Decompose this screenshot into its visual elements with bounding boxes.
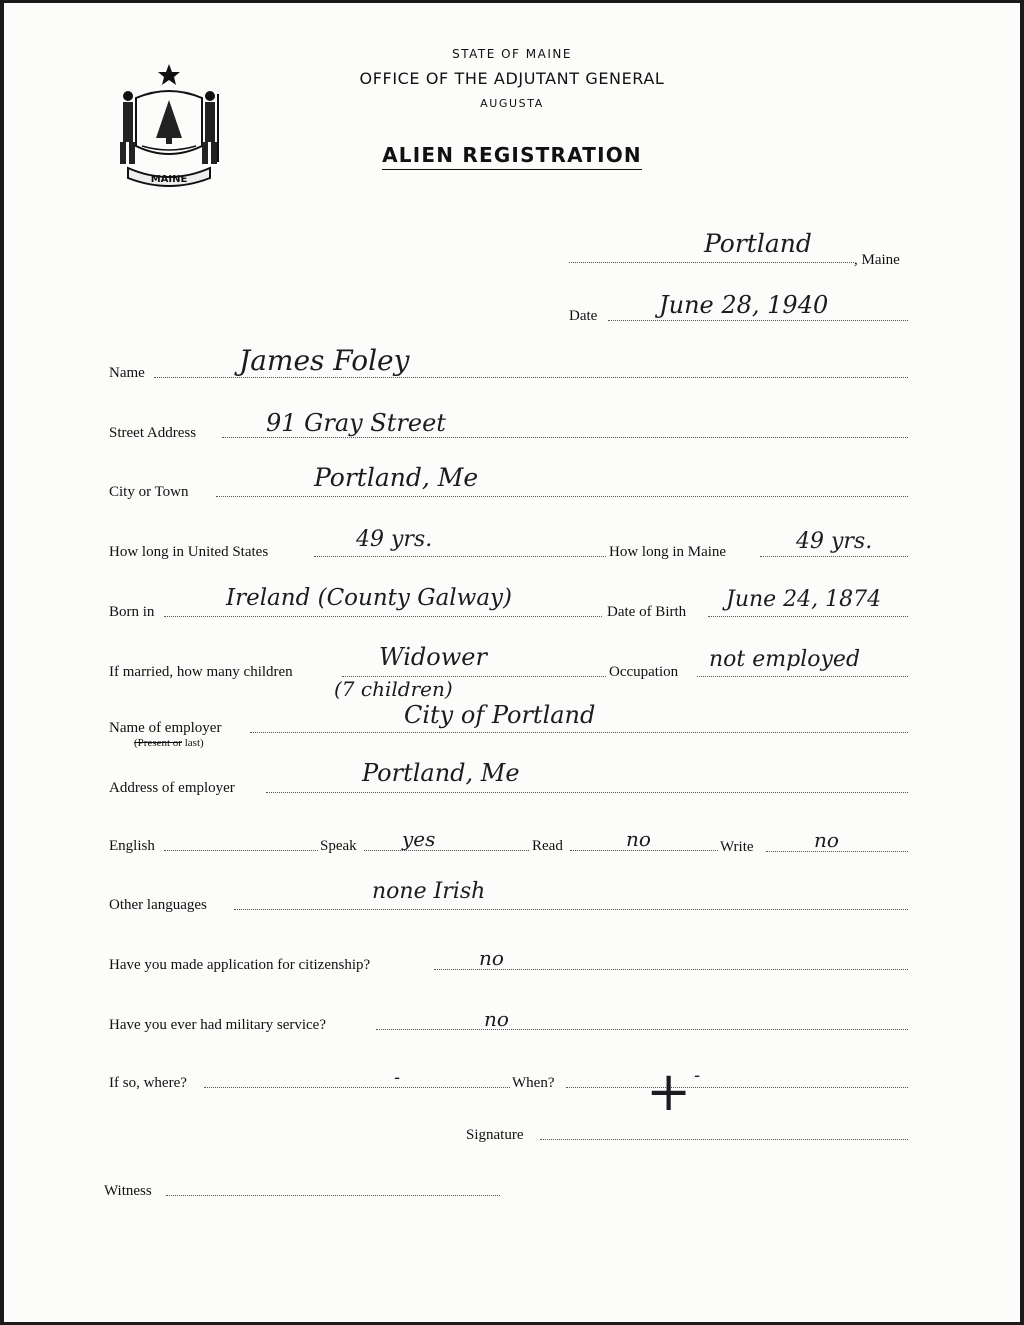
street-address-value[interactable]: 91 Gray Street [266, 409, 446, 437]
where-value[interactable]: - [394, 1067, 401, 1088]
city-line [216, 496, 908, 497]
children-value-line2[interactable]: (7 children) [334, 677, 453, 701]
occupation-line [697, 676, 908, 677]
employer-name-sublabel-struck: (Present or [134, 737, 182, 749]
name-value[interactable]: James Foley [239, 344, 410, 377]
employer-address-value[interactable]: Portland, Me [362, 759, 520, 787]
street-address-line [222, 437, 908, 438]
name-label: Name [109, 365, 145, 381]
when-label: When? [512, 1075, 555, 1091]
place-value[interactable]: Portland [704, 229, 812, 258]
state-heading: STATE OF MAINE [452, 47, 572, 61]
english-label: English [109, 838, 155, 854]
name-line [154, 377, 908, 378]
employer-name-line [250, 732, 908, 733]
military-line [376, 1029, 908, 1030]
office-heading: OFFICE OF THE ADJUTANT GENERAL [359, 69, 665, 88]
write-label: Write [720, 839, 754, 855]
where-label: If so, where? [109, 1075, 187, 1091]
date-of-birth-line [708, 616, 908, 617]
how-long-maine-value[interactable]: 49 yrs. [796, 529, 873, 554]
how-long-us-line [314, 556, 606, 557]
where-line [204, 1087, 510, 1088]
how-long-us-label: How long in United States [109, 544, 269, 560]
speak-value[interactable]: yes [402, 827, 436, 851]
city-value[interactable]: Portland, Me [314, 463, 479, 492]
born-in-label: Born in [109, 604, 155, 620]
signature-value[interactable]: + [646, 1060, 692, 1123]
date-line [608, 320, 908, 321]
city-heading: AUGUSTA [480, 97, 544, 110]
signature-label: Signature [466, 1127, 524, 1143]
other-languages-line [234, 909, 908, 910]
occupation-value[interactable]: not employed [709, 647, 861, 672]
date-value[interactable]: June 28, 1940 [659, 291, 829, 319]
employer-name-sublabel [134, 737, 204, 749]
read-value[interactable]: no [626, 827, 651, 851]
place-line [569, 262, 854, 263]
speak-label: Speak [320, 838, 357, 854]
occupation-label: Occupation [609, 664, 679, 680]
employer-address-label: Address of employer [109, 780, 235, 796]
form-title: ALIEN REGISTRATION [382, 143, 642, 170]
employer-name-sublabel-rest: last) [181, 737, 204, 749]
date-label: Date [569, 308, 598, 324]
children-label: If married, how many children [109, 664, 293, 680]
city-label: City or Town [109, 484, 189, 500]
registration-form-page [4, 3, 1020, 1322]
when-line [566, 1087, 908, 1088]
place-suffix: , Maine [854, 252, 900, 268]
other-languages-label: Other languages [109, 897, 207, 913]
military-label: Have you ever had military service? [109, 1017, 326, 1033]
date-of-birth-label: Date of Birth [607, 604, 687, 620]
witness-line [166, 1195, 500, 1196]
street-address-label: Street Address [109, 425, 197, 441]
citizenship-label: Have you made application for citizenship? [109, 957, 371, 973]
how-long-maine-label: How long in Maine [609, 544, 727, 560]
born-in-line [164, 616, 602, 617]
children-value[interactable]: Widower [379, 643, 487, 671]
how-long-maine-line [760, 556, 908, 557]
military-value[interactable]: no [484, 1007, 509, 1031]
citizenship-line [434, 969, 908, 970]
when-value[interactable]: - [694, 1065, 701, 1086]
employer-name-label: Name of employer [109, 720, 222, 736]
citizenship-value[interactable]: no [479, 946, 504, 970]
read-label: Read [532, 838, 563, 854]
employer-address-line [266, 792, 908, 793]
date-of-birth-value[interactable]: June 24, 1874 [726, 587, 882, 612]
seal-text: MAINE [150, 174, 188, 185]
employer-name-value[interactable]: City of Portland [404, 701, 596, 729]
speak-line [364, 850, 529, 851]
signature-line [540, 1139, 908, 1140]
write-value[interactable]: no [814, 828, 839, 852]
english-line [164, 850, 318, 851]
other-languages-value[interactable]: none Irish [372, 879, 486, 904]
how-long-us-value[interactable]: 49 yrs. [356, 527, 433, 552]
witness-label: Witness [104, 1183, 152, 1199]
born-in-value[interactable]: Ireland (County Galway) [226, 585, 513, 611]
